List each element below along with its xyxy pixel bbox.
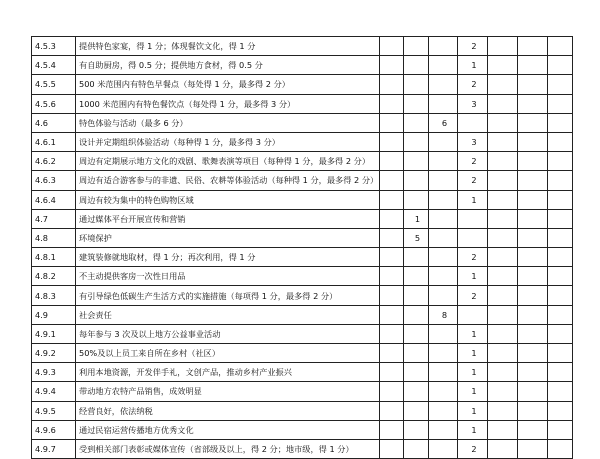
score-col-7 — [548, 152, 573, 171]
score-col-1 — [380, 171, 404, 190]
score-col-6 — [518, 209, 548, 228]
score-col-3 — [429, 209, 458, 228]
score-col-7 — [548, 171, 573, 190]
score-col-3 — [429, 324, 458, 343]
item-description: 设计并定期组织体验活动（每种得 1 分，最多得 3 分） — [76, 132, 380, 151]
table-row — [32, 420, 573, 439]
table-row — [32, 439, 573, 458]
score-col-6 — [518, 305, 548, 324]
score-col-1 — [380, 209, 404, 228]
score-col-7 — [548, 248, 573, 267]
score-col-5 — [488, 132, 518, 151]
table-row — [32, 344, 573, 363]
score-col-1 — [380, 228, 404, 247]
item-description: 特色体验与活动（最多 6 分） — [76, 113, 380, 132]
score-col-3 — [429, 171, 458, 190]
item-code: 4.5.3 — [32, 37, 76, 56]
item-code: 4.5.5 — [32, 75, 76, 94]
item-description: 周边有定期展示地方文化的戏剧、歌舞表演等项目（每种得 1 分，最多得 2 分） — [76, 152, 380, 171]
score-col-4: 3 — [458, 94, 488, 113]
score-col-1 — [380, 267, 404, 286]
table-row — [32, 94, 573, 113]
score-col-2 — [404, 132, 429, 151]
score-col-6 — [518, 132, 548, 151]
table-row — [32, 132, 573, 151]
score-col-5 — [488, 228, 518, 247]
score-col-1 — [380, 132, 404, 151]
item-description: 提供特色家宴，得 1 分；体现餐饮文化，得 1 分 — [76, 37, 380, 56]
score-col-1 — [380, 305, 404, 324]
item-description: 50%及以上员工来自所在乡村（社区） — [76, 344, 380, 363]
score-col-5 — [488, 56, 518, 75]
score-col-1 — [380, 363, 404, 382]
score-col-6 — [518, 344, 548, 363]
item-code: 4.5.6 — [32, 94, 76, 113]
score-col-1 — [380, 401, 404, 420]
score-col-7 — [548, 190, 573, 209]
table-row — [32, 382, 573, 401]
score-col-3: 8 — [429, 305, 458, 324]
score-col-7 — [548, 324, 573, 343]
table-body — [32, 37, 573, 459]
score-col-4: 1 — [458, 363, 488, 382]
score-col-3 — [429, 344, 458, 363]
item-description: 带动地方农特产品销售，成效明显 — [76, 382, 380, 401]
score-col-3 — [429, 248, 458, 267]
score-col-2 — [404, 171, 429, 190]
score-col-3 — [429, 94, 458, 113]
score-col-5 — [488, 324, 518, 343]
score-col-5 — [488, 209, 518, 228]
score-col-3 — [429, 37, 458, 56]
table-row — [32, 267, 573, 286]
scoring-table — [31, 36, 573, 459]
score-col-7 — [548, 267, 573, 286]
item-description: 1000 米范围内有特色餐饮点（每处得 1 分，最多得 3 分） — [76, 94, 380, 113]
item-description: 社会责任 — [76, 305, 380, 324]
item-code: 4.7 — [32, 209, 76, 228]
score-col-6 — [518, 324, 548, 343]
item-code: 4.8.1 — [32, 248, 76, 267]
score-col-6 — [518, 401, 548, 420]
item-code: 4.5.4 — [32, 56, 76, 75]
score-col-6 — [518, 228, 548, 247]
score-col-6 — [518, 75, 548, 94]
score-col-3 — [429, 152, 458, 171]
item-code: 4.6.2 — [32, 152, 76, 171]
score-col-7 — [548, 94, 573, 113]
score-col-2 — [404, 286, 429, 305]
item-description: 周边有较为集中的特色购物区域 — [76, 190, 380, 209]
score-col-7 — [548, 37, 573, 56]
score-col-2 — [404, 401, 429, 420]
score-col-6 — [518, 113, 548, 132]
score-col-3 — [429, 286, 458, 305]
score-col-3 — [429, 190, 458, 209]
item-code: 4.6 — [32, 113, 76, 132]
table-row — [32, 75, 573, 94]
score-col-7 — [548, 209, 573, 228]
item-code: 4.8.2 — [32, 267, 76, 286]
score-col-6 — [518, 248, 548, 267]
score-col-5 — [488, 267, 518, 286]
score-col-3 — [429, 228, 458, 247]
score-col-1 — [380, 37, 404, 56]
score-col-6 — [518, 37, 548, 56]
score-col-2 — [404, 113, 429, 132]
table-row — [32, 37, 573, 56]
table-row — [32, 286, 573, 305]
score-col-4: 1 — [458, 401, 488, 420]
score-col-2 — [404, 439, 429, 458]
score-col-1 — [380, 420, 404, 439]
item-description: 周边有适合游客参与的非遗、民俗、农耕等体验活动（每种得 1 分，最多得 2 分） — [76, 171, 380, 190]
score-col-3 — [429, 401, 458, 420]
score-col-4: 2 — [458, 171, 488, 190]
score-col-6 — [518, 94, 548, 113]
score-col-3 — [429, 56, 458, 75]
table-row — [32, 228, 573, 247]
item-description: 建筑装修就地取材，得 1 分；再次利用，得 1 分 — [76, 248, 380, 267]
item-code: 4.6.1 — [32, 132, 76, 151]
table-row — [32, 209, 573, 228]
score-col-5 — [488, 75, 518, 94]
table-row — [32, 248, 573, 267]
score-col-4 — [458, 113, 488, 132]
item-code: 4.9.7 — [32, 439, 76, 458]
score-col-2 — [404, 382, 429, 401]
item-code: 4.8.3 — [32, 286, 76, 305]
item-description: 每年参与 3 次及以上地方公益事业活动 — [76, 324, 380, 343]
score-col-4: 1 — [458, 324, 488, 343]
score-col-7 — [548, 286, 573, 305]
score-col-7 — [548, 363, 573, 382]
score-col-5 — [488, 94, 518, 113]
score-col-7 — [548, 401, 573, 420]
score-col-2 — [404, 420, 429, 439]
score-col-6 — [518, 190, 548, 209]
score-col-5 — [488, 401, 518, 420]
score-col-5 — [488, 171, 518, 190]
score-col-6 — [518, 267, 548, 286]
score-col-4: 2 — [458, 75, 488, 94]
score-col-7 — [548, 228, 573, 247]
score-col-5 — [488, 190, 518, 209]
item-description: 受到相关部门表彰或媒体宣传（省部级及以上，得 2 分；地市级，得 1 分） — [76, 439, 380, 458]
score-col-2 — [404, 94, 429, 113]
score-col-6 — [518, 56, 548, 75]
score-col-7 — [548, 56, 573, 75]
score-col-2: 1 — [404, 209, 429, 228]
score-col-1 — [380, 113, 404, 132]
score-col-4 — [458, 228, 488, 247]
score-col-4: 2 — [458, 439, 488, 458]
score-col-4: 1 — [458, 267, 488, 286]
score-col-2 — [404, 37, 429, 56]
score-col-4: 1 — [458, 190, 488, 209]
score-col-5 — [488, 286, 518, 305]
score-col-6 — [518, 171, 548, 190]
item-description: 通过民宿运营传播地方优秀文化 — [76, 420, 380, 439]
score-col-6 — [518, 382, 548, 401]
score-col-4: 3 — [458, 132, 488, 151]
score-col-2 — [404, 152, 429, 171]
score-col-5 — [488, 305, 518, 324]
score-col-6 — [518, 152, 548, 171]
score-col-5 — [488, 382, 518, 401]
table-row — [32, 401, 573, 420]
score-col-4 — [458, 209, 488, 228]
score-col-7 — [548, 344, 573, 363]
score-col-1 — [380, 56, 404, 75]
score-col-1 — [380, 190, 404, 209]
item-code: 4.6.4 — [32, 190, 76, 209]
score-col-7 — [548, 75, 573, 94]
item-description: 通过媒体平台开展宣传和营销 — [76, 209, 380, 228]
score-col-3 — [429, 132, 458, 151]
score-col-3 — [429, 420, 458, 439]
score-col-1 — [380, 152, 404, 171]
score-col-3 — [429, 267, 458, 286]
score-col-5 — [488, 37, 518, 56]
score-col-2 — [404, 248, 429, 267]
score-col-4: 2 — [458, 37, 488, 56]
score-col-6 — [518, 286, 548, 305]
item-code: 4.9.5 — [32, 401, 76, 420]
score-col-6 — [518, 420, 548, 439]
score-col-5 — [488, 344, 518, 363]
score-col-5 — [488, 363, 518, 382]
score-col-2 — [404, 190, 429, 209]
table-row — [32, 152, 573, 171]
item-description: 环境保护 — [76, 228, 380, 247]
score-col-3 — [429, 382, 458, 401]
table-row — [32, 324, 573, 343]
score-col-5 — [488, 248, 518, 267]
score-col-2 — [404, 344, 429, 363]
score-col-2 — [404, 324, 429, 343]
score-col-4: 2 — [458, 152, 488, 171]
score-col-4: 1 — [458, 382, 488, 401]
score-col-5 — [488, 439, 518, 458]
score-col-1 — [380, 286, 404, 305]
score-col-3 — [429, 363, 458, 382]
score-col-1 — [380, 75, 404, 94]
score-col-5 — [488, 420, 518, 439]
score-col-2 — [404, 75, 429, 94]
score-col-4: 2 — [458, 248, 488, 267]
table-row — [32, 305, 573, 324]
score-col-4: 1 — [458, 420, 488, 439]
score-col-7 — [548, 132, 573, 151]
item-code: 4.6.3 — [32, 171, 76, 190]
item-description: 有引导绿色低碳生产生活方式的实施措施（每项得 1 分，最多得 2 分） — [76, 286, 380, 305]
score-col-4: 2 — [458, 286, 488, 305]
score-col-7 — [548, 305, 573, 324]
score-col-2 — [404, 305, 429, 324]
score-col-2 — [404, 56, 429, 75]
item-code: 4.9.6 — [32, 420, 76, 439]
item-description: 500 米范围内有特色早餐点（每处得 1 分，最多得 2 分） — [76, 75, 380, 94]
score-col-3: 6 — [429, 113, 458, 132]
score-col-4: 1 — [458, 56, 488, 75]
score-col-1 — [380, 94, 404, 113]
item-code: 4.9.2 — [32, 344, 76, 363]
score-col-3 — [429, 439, 458, 458]
score-col-3 — [429, 75, 458, 94]
score-col-5 — [488, 152, 518, 171]
score-col-1 — [380, 248, 404, 267]
item-code: 4.9 — [32, 305, 76, 324]
score-col-4 — [458, 305, 488, 324]
score-col-5 — [488, 113, 518, 132]
score-col-2 — [404, 267, 429, 286]
item-description: 有自助厨房，得 0.5 分；提供地方食材，得 0.5 分 — [76, 56, 380, 75]
item-code: 4.8 — [32, 228, 76, 247]
score-col-1 — [380, 324, 404, 343]
score-col-7 — [548, 420, 573, 439]
item-code: 4.9.3 — [32, 363, 76, 382]
score-col-1 — [380, 344, 404, 363]
score-col-1 — [380, 382, 404, 401]
item-description: 不主动提供客房一次性日用品 — [76, 267, 380, 286]
score-col-6 — [518, 363, 548, 382]
table-row — [32, 171, 573, 190]
table-row — [32, 56, 573, 75]
score-col-4: 1 — [458, 344, 488, 363]
item-description: 利用本地资源，开发伴手礼，文创产品，推动乡村产业振兴 — [76, 363, 380, 382]
score-col-1 — [380, 439, 404, 458]
item-code: 4.9.1 — [32, 324, 76, 343]
table-row — [32, 363, 573, 382]
score-col-7 — [548, 113, 573, 132]
score-col-2 — [404, 363, 429, 382]
item-code: 4.9.4 — [32, 382, 76, 401]
score-col-7 — [548, 382, 573, 401]
item-description: 经营良好，依法纳税 — [76, 401, 380, 420]
table-row — [32, 113, 573, 132]
score-col-7 — [548, 439, 573, 458]
score-col-6 — [518, 439, 548, 458]
table-row — [32, 190, 573, 209]
score-col-2: 5 — [404, 228, 429, 247]
